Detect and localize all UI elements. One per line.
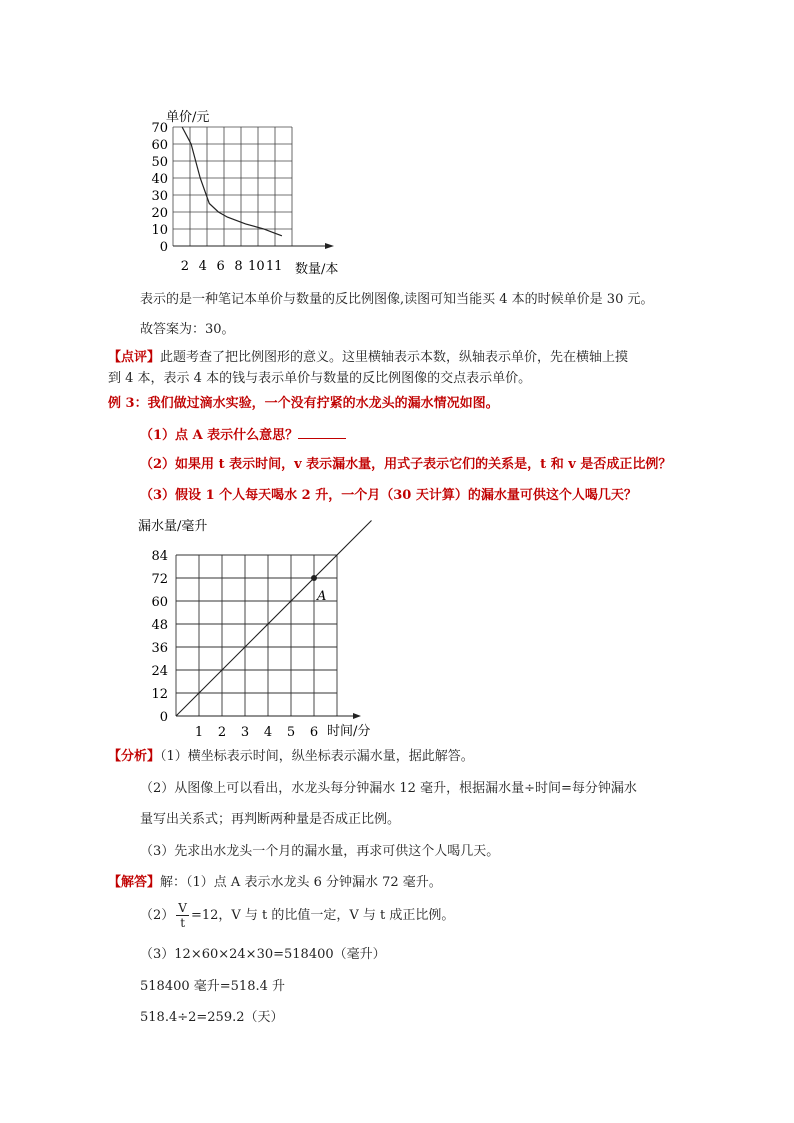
analysis-text-1: （1）横坐标表示时间，纵坐标表示漏水量，据此解答。 (160, 749, 474, 764)
chart2-y-tick: 48 (151, 618, 168, 633)
analysis-line-4: （3）先求出水龙头一个月的漏水量，再求可供这个人喝几天。 (140, 844, 500, 859)
comment-line-1 (108, 348, 628, 368)
chart1-y-tick: 30 (151, 189, 168, 204)
chart2-x-tick: 1 (194, 725, 204, 740)
chart1-y-tick: 20 (151, 206, 168, 221)
answer-2-text: =12，V 与 t 的比值一定，V 与 t 成正比例。 (190, 908, 455, 923)
comment-tag: 【点评】 (108, 350, 161, 365)
price-quantity-chart (135, 103, 365, 278)
answer-blank (298, 424, 346, 439)
comment-text-1: 此题考查了把比例图形的意义。这里横轴表示本数，纵轴表示单价，先在横轴上摸 (160, 350, 629, 365)
leak-time-chart (138, 513, 388, 743)
chart1-x-tick: 2 (180, 259, 190, 274)
chart1-y-tick: 50 (151, 155, 168, 170)
chart1-y-tick: 70 (151, 121, 168, 136)
paragraph-answer: 故答案为：30。 (140, 322, 235, 337)
chart2-x-tick: 6 (309, 725, 319, 740)
chart1-x-tick: 6 (216, 259, 225, 274)
chart2-x-tick: 5 (286, 725, 296, 740)
chart1-x-tick: 4 (198, 259, 207, 274)
chart2-x-tick: 2 (217, 725, 227, 740)
answer-2-prefix: （2） (140, 908, 175, 923)
question-1-text: （1）点 A 表示什么意思？ (140, 428, 299, 443)
comment-line-2: 到 4 本，表示 4 本的钱与表示单价与数量的反比例图像的交点表示单价。 (108, 371, 532, 386)
point-a-marker (311, 575, 317, 581)
chart2-y-tick: 0 (159, 710, 168, 725)
answer-line-5: 518.4÷2=259.2（天） (140, 1010, 284, 1025)
chart2-xlabel: 时间/分 (327, 724, 371, 739)
chart1-y-tick: 10 (151, 223, 168, 238)
question-2: （2）如果用 t 表示时间，v 表示漏水量，用式子表示它们的关系是，t 和 v 是否成正比例？ (140, 457, 672, 472)
answer-line-1 (108, 873, 442, 893)
chart1-x-tick: 11 (265, 259, 283, 274)
analysis-line-2: （2）从图像上可以看出，水龙头每分钟漏水 12 毫升，根据漏水量÷时间=每分钟漏水 (140, 781, 637, 796)
fraction-numerator: V (178, 901, 187, 915)
chart2-ylabel: 漏水量/毫升 (138, 519, 208, 534)
chart2-y-tick: 72 (151, 572, 168, 587)
chart1-xlabel: 数量/本 (295, 262, 339, 277)
question-1 (140, 424, 346, 446)
chart2-y-tick: 24 (151, 664, 168, 679)
question-3: （3）假设 1 个人每天喝水 2 升，一个月（30 天计算）的漏水量可供这个人喝几天？ (140, 488, 637, 503)
chart2-y-tick: 36 (151, 641, 168, 656)
answer-text-1: 解：（1）点 A 表示水龙头 6 分钟漏水 72 毫升。 (160, 875, 442, 890)
chart1-x-tick: 10 (248, 259, 265, 274)
chart2-x-tick: 3 (240, 725, 250, 740)
chart2-y-tick: 12 (151, 687, 168, 702)
answer-line-4: 518400 毫升=518.4 升 (140, 979, 285, 994)
chart1-y-tick: 60 (151, 138, 168, 153)
chart2-y-tick: 84 (151, 549, 168, 564)
analysis-tag: 【分析】 (108, 749, 161, 764)
chart2-x-tick: 4 (263, 725, 273, 740)
answer-line-3: （3）12×60×24×30=518400（毫升） (140, 947, 386, 962)
chart1-ylabel: 单价/元 (166, 110, 210, 125)
point-a-label: A (317, 589, 327, 604)
fraction-denominator: t (180, 916, 186, 930)
chart2-x-arrow (353, 713, 361, 719)
chart1-x-arrow (325, 243, 334, 249)
chart2-line (176, 521, 372, 717)
chart1-curve (182, 127, 282, 236)
chart2-y-tick: 60 (151, 595, 168, 610)
chart1-y-tick: 0 (159, 240, 168, 255)
fraction-v-over-t (176, 901, 189, 930)
paragraph-explanation: 表示的是一种笔记本单价与数量的反比例图像,读图可知当能买 4 本的时候单价是 30 元。 (140, 292, 654, 307)
chart1-y-tick: 40 (151, 172, 168, 187)
answer-line-2 (140, 900, 454, 932)
chart1-x-tick: 8 (234, 259, 243, 274)
analysis-line-1 (108, 747, 474, 767)
answer-tag: 【解答】 (108, 875, 161, 890)
example-3-title: 例 3：我们做过滴水实验，一个没有拧紧的水龙头的漏水情况如图。 (108, 396, 499, 411)
analysis-line-3: 量写出关系式；再判断两种量是否成正比例。 (140, 812, 401, 827)
